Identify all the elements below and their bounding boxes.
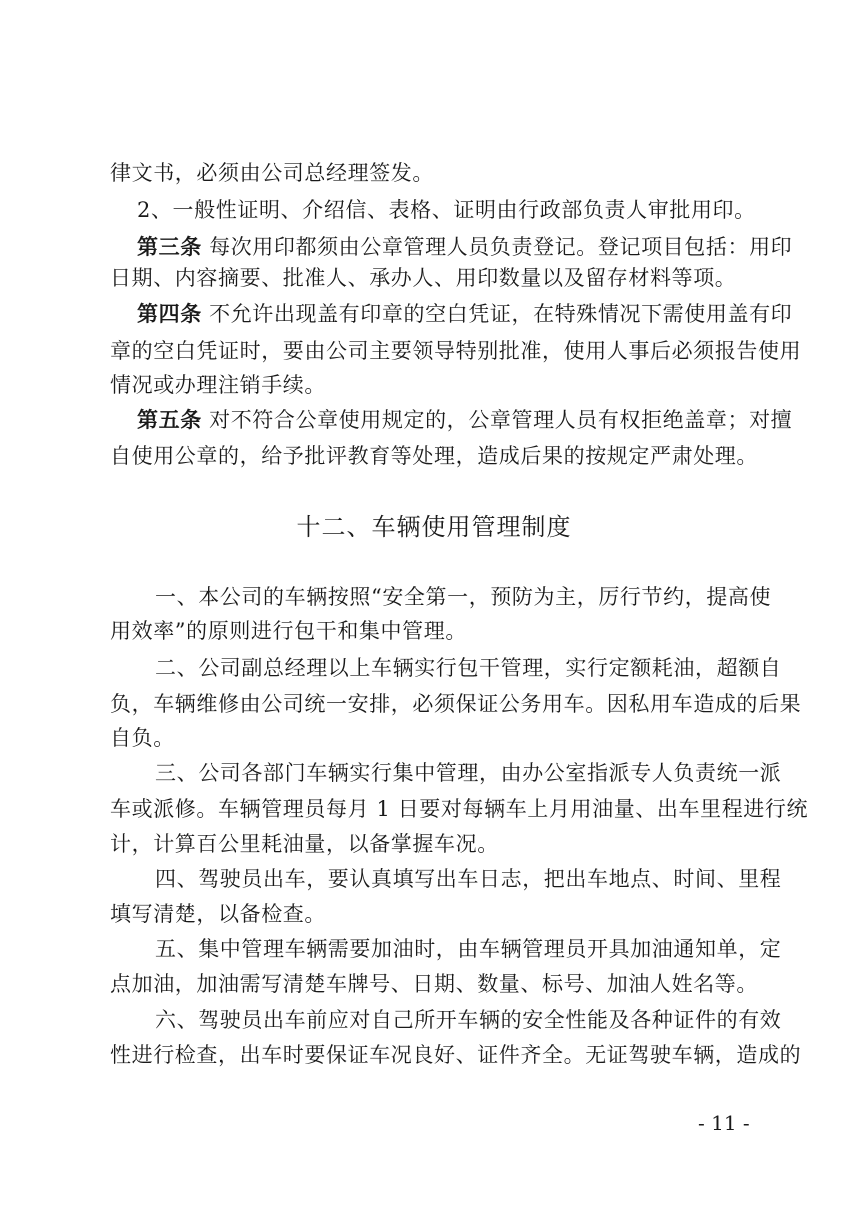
article-3-label: 第三条: [137, 234, 202, 259]
article-4-label: 第四条: [137, 301, 202, 326]
article-5-line-2: 自使用公章的，给予批评教育等处理，造成后果的按规定严肃处理。: [110, 444, 758, 468]
paragraph-line: 律文书，必须由公司总经理签发。: [110, 161, 434, 185]
article-4-line-2: 章的空白凭证时，要由公司主要领导特别批准，使用人事后必须报告使用: [110, 339, 802, 363]
section-title: 十二、车辆使用管理制度: [296, 513, 572, 541]
article-5-line-1: [137, 403, 793, 437]
section-line: 五、集中管理车辆需要加油时，由车辆管理员开具加油通知单，定: [155, 937, 782, 961]
section-line: 性进行检查，出车时要保证车况良好、证件齐全。无证驾驶车辆，造成的: [110, 1043, 802, 1067]
article-5-label: 第五条: [137, 407, 202, 432]
article-5-text: 对不符合公章使用规定的，公章管理人员有权拒绝盖章；对擅: [201, 408, 793, 432]
section-line: 填写清楚，以备检查。: [110, 902, 326, 926]
section-line: 一、本公司的车辆按照“安全第一，预防为主，厉行节约，提高使: [155, 585, 772, 609]
article-4-line-1: [137, 297, 793, 331]
page-number: - 11 -: [698, 1111, 750, 1135]
section-line: 六、驾驶员出车前应对自己所开车辆的安全性能及各种证件的有效: [155, 1008, 782, 1032]
section-line: 点加油，加油需写清楚车牌号、日期、数量、标号、加油人姓名等。: [110, 972, 758, 996]
section-line: 计，计算百公里耗油量，以备掌握车况。: [110, 832, 499, 856]
section-line: 车或派修。车辆管理员每月 1 日要对每辆车上月用油量、出车里程进行统: [110, 797, 809, 821]
section-line: 二、公司副总经理以上车辆实行包干管理，实行定额耗油，超额自: [155, 656, 782, 680]
section-line: 三、公司各部门车辆实行集中管理，由办公室指派专人负责统一派: [155, 761, 782, 785]
section-line: 自负。: [110, 726, 175, 750]
article-4-text: 不允许出现盖有印章的空白凭证，在特殊情况下需使用盖有印: [201, 302, 793, 326]
article-4-line-3: 情况或办理注销手续。: [110, 373, 326, 397]
article-3-line-1: [137, 230, 793, 264]
article-3-line-2: 日期、内容摘要、批准人、承办人、用印数量以及留存材料等项。: [110, 266, 737, 290]
section-line: 负，车辆维修由公司统一安排，必须保证公务用车。因私用车造成的后果: [110, 692, 802, 716]
paragraph-line: 2、一般性证明、介绍信、表格、证明由行政部负责人审批用印。: [137, 198, 756, 222]
article-3-text: 每次用印都须由公章管理人员负责登记。登记项目包括：用印: [201, 235, 793, 259]
section-line: 用效率”的原则进行包干和集中管理。: [110, 619, 467, 643]
section-line: 四、驾驶员出车，要认真填写出车日志，把出车地点、时间、里程: [155, 867, 782, 891]
